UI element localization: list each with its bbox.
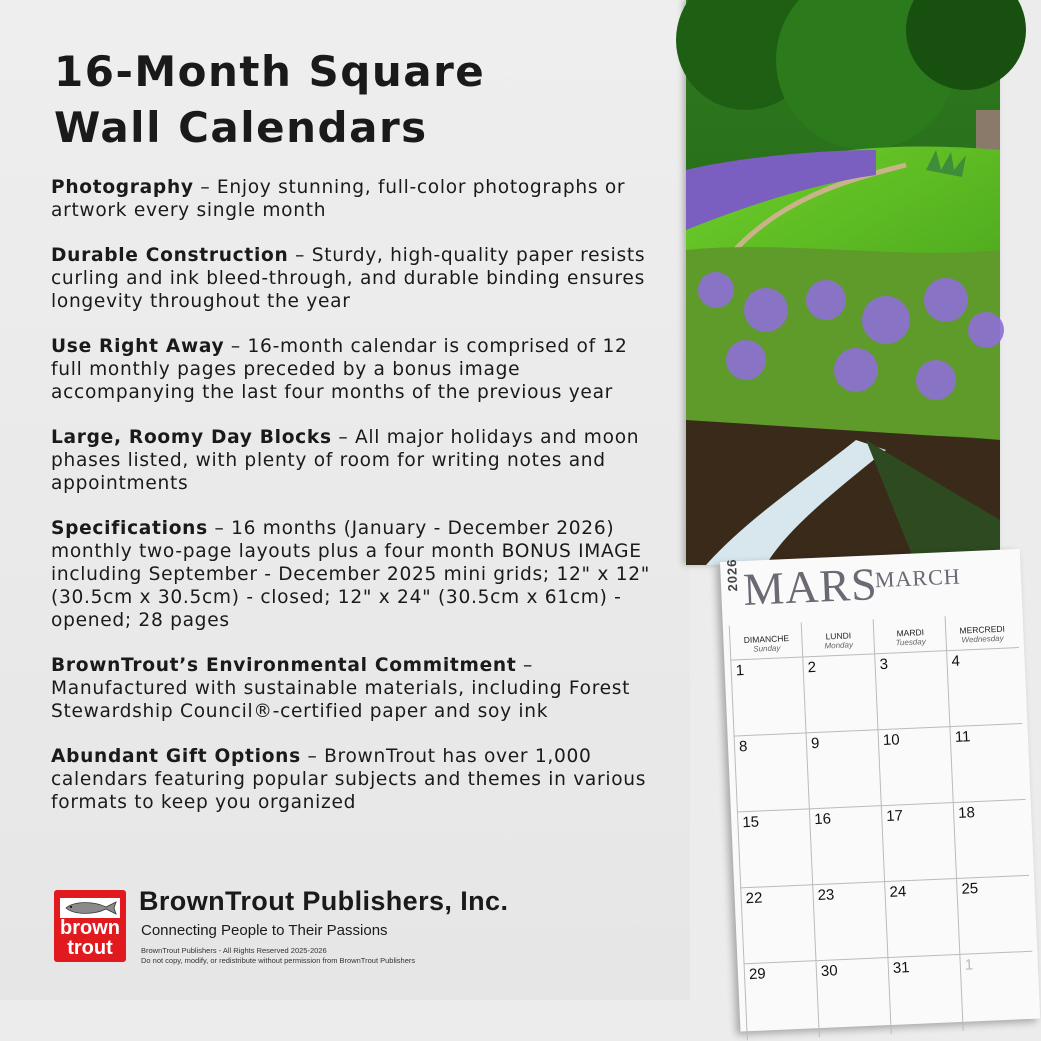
feature-item	[51, 426, 651, 495]
logo-text-bottom: trout	[67, 937, 113, 959]
day-name-fr: MARDI	[896, 627, 925, 639]
feature-text: – BrownTrout has over 1,000 calendars featuring popular subjects and themes in various formats to keep you organized	[51, 746, 647, 813]
day-cell	[740, 884, 816, 964]
calendar-year: 2026	[723, 558, 741, 592]
day-cell	[744, 960, 820, 1040]
day-cell	[812, 881, 888, 961]
feature-list	[51, 176, 651, 836]
publisher-block	[54, 886, 654, 980]
garden-photo	[686, 0, 1000, 565]
day-number: 16	[813, 810, 832, 829]
publisher-name: BrownTrout Publishers, Inc.	[139, 886, 509, 916]
feature-title: Use Right Away	[51, 336, 225, 357]
month-name-fr: MARS	[742, 558, 879, 615]
day-number: 2	[807, 658, 817, 677]
copyright-notice	[141, 946, 415, 966]
copyright-line: Do not copy, modify, or redistribute without permission from BrownTrout Publishers	[141, 956, 416, 965]
day-number: 29	[748, 965, 767, 984]
day-cell	[949, 723, 1025, 803]
day-cell	[956, 875, 1032, 955]
day-name-fr: MERCREDI	[959, 623, 1006, 636]
day-name-en: Wednesday	[961, 633, 1004, 645]
day-cell	[884, 878, 960, 958]
day-number: 1	[735, 662, 745, 680]
day-cell	[877, 726, 953, 806]
feature-title: Durable Construction	[51, 245, 289, 266]
day-cell	[959, 951, 1035, 1031]
day-number: 9	[810, 734, 820, 753]
page-title	[54, 44, 485, 156]
day-cell	[806, 729, 882, 809]
day-number: 18	[957, 804, 976, 822]
day-cell	[737, 808, 813, 888]
day-header	[801, 619, 875, 656]
feature-text: – Manufactured with sustainable materials, including Forest Stewardship Council®-certified paper and soy ink	[51, 655, 631, 722]
day-number: 4	[951, 652, 961, 670]
day-cell	[809, 805, 885, 885]
day-cell	[874, 650, 950, 730]
title-line-1: 16-Month Square	[54, 47, 486, 96]
trout-icon	[60, 898, 120, 918]
day-number: 24	[889, 883, 907, 901]
day-cell	[734, 732, 810, 812]
feature-item	[51, 517, 651, 632]
feature-text: – 16 months (January - December 2026) monthly two-page layouts plus a four month BONUS IMAGE including September - December 2025 mini grids; 12" x 12" (30.5cm x 30.5cm) - closed; 12" x 24" (30.5cm x 61cm) - opened; 28 pages	[51, 518, 651, 631]
feature-item	[51, 335, 651, 404]
day-cell	[730, 656, 806, 736]
feature-text: – All major holidays and moon phases listed, with plenty of room for writing notes and appointments	[51, 427, 640, 494]
day-number: 25	[961, 880, 979, 898]
day-cell	[815, 957, 891, 1037]
day-cell	[887, 954, 963, 1034]
browntrout-logo	[54, 890, 126, 962]
feature-title: Abundant Gift Options	[51, 746, 301, 767]
title-line-2: Wall Calendars	[54, 103, 428, 152]
day-header	[729, 622, 803, 659]
day-number: 10	[882, 731, 900, 750]
feature-text: – Sturdy, high-quality paper resists curling and ink bleed-through, and durable binding ensures longevity throughout the year	[51, 245, 646, 312]
feature-item	[51, 654, 651, 723]
day-number: 22	[745, 889, 763, 908]
day-cell	[946, 647, 1022, 727]
feature-title: Specifications	[51, 518, 208, 539]
day-name-fr: DIMANCHE	[743, 633, 790, 646]
feature-title: BrownTrout’s Environmental Commitment	[51, 655, 517, 676]
feature-title: Photography	[51, 177, 194, 198]
feature-text: – 16-month calendar is comprised of 12 full monthly pages preceded by a bonus image accompanying the last four months of the previous year	[51, 336, 628, 403]
feature-item	[51, 745, 651, 814]
day-number: 11	[954, 728, 971, 746]
day-number: 8	[738, 737, 748, 756]
day-name-en: Sunday	[753, 643, 781, 654]
day-number: 1	[964, 956, 974, 974]
month-name-en: MARCH	[874, 563, 962, 593]
day-name-en: Tuesday	[895, 637, 926, 648]
logo-text-top: brown	[60, 917, 120, 939]
day-number: 31	[892, 959, 910, 977]
day-header	[945, 613, 1019, 650]
feature-item	[51, 176, 651, 222]
feature-item	[51, 244, 651, 313]
day-number: 3	[879, 655, 889, 674]
day-number: 30	[820, 962, 838, 980]
day-name-fr: LUNDI	[825, 630, 852, 642]
day-number: 17	[885, 807, 904, 825]
feature-text: – Enjoy stunning, full-color photographs or artwork every single month	[51, 177, 626, 221]
copyright-line: BrownTrout Publishers - All Rights Reserved 2025-2026	[141, 946, 327, 955]
day-name-en: Monday	[824, 640, 854, 651]
day-number: 15	[742, 813, 760, 832]
day-number: 23	[817, 886, 835, 905]
day-cell	[953, 799, 1029, 879]
day-cell	[881, 802, 957, 882]
day-cell	[802, 653, 878, 733]
publisher-tagline: Connecting People to Their Passions	[141, 922, 388, 939]
calendar-page	[720, 549, 1040, 1032]
day-header	[873, 616, 947, 653]
feature-title: Large, Roomy Day Blocks	[51, 427, 332, 448]
